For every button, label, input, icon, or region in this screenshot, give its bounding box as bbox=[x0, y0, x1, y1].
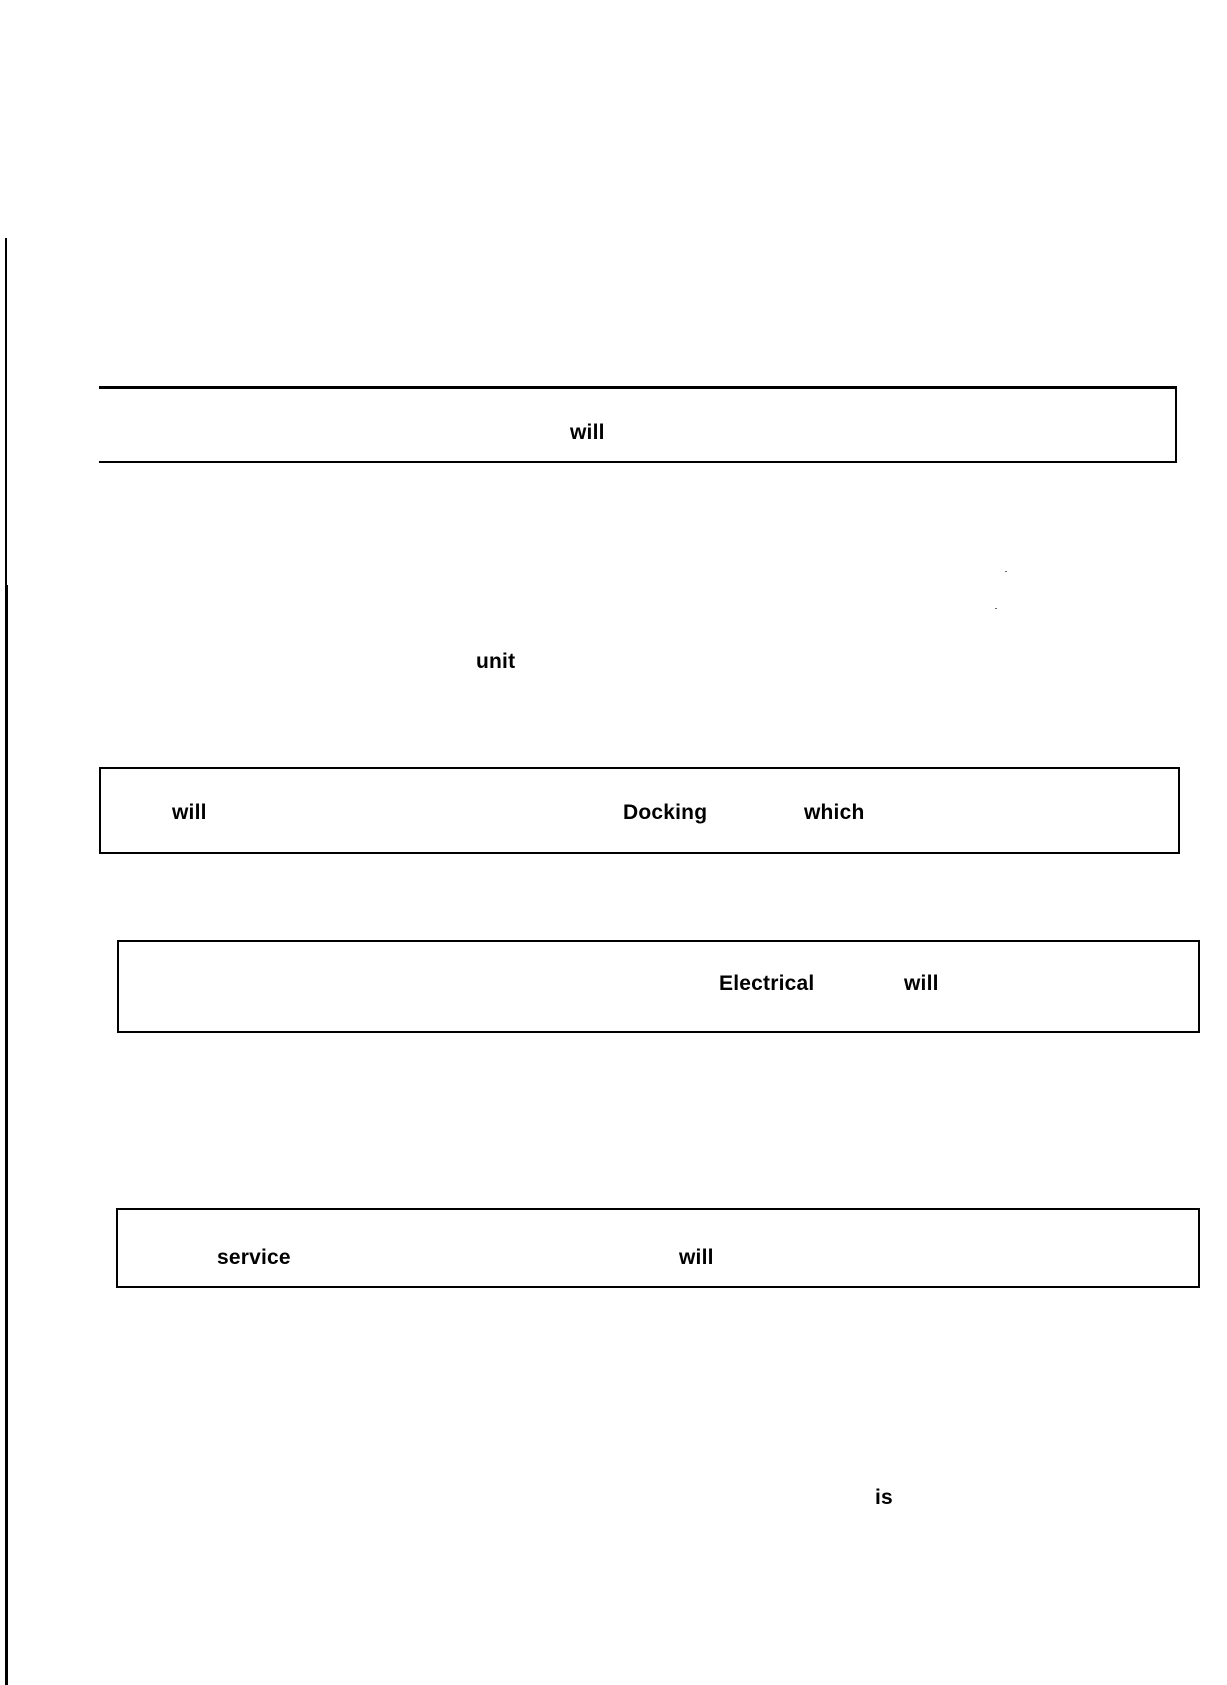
box-2-word-will: will bbox=[172, 801, 207, 824]
box-4-word-service: service bbox=[217, 1246, 291, 1269]
box-4-word-will: will bbox=[679, 1246, 714, 1269]
loose-word-unit: unit bbox=[476, 650, 516, 673]
loose-word-is: is bbox=[875, 1486, 893, 1509]
speck-1 bbox=[1005, 571, 1007, 572]
left-margin-line-thick bbox=[5, 585, 8, 1685]
box-3-word-electrical: Electrical bbox=[719, 972, 815, 995]
text-box-1 bbox=[99, 386, 1177, 463]
text-box-3 bbox=[117, 940, 1200, 1033]
box-1-word-will: will bbox=[570, 421, 605, 444]
box-3-word-will: will bbox=[904, 972, 939, 995]
speck-2 bbox=[995, 608, 997, 609]
box-2-word-which: which bbox=[804, 801, 865, 824]
box-2-word-docking: Docking bbox=[623, 801, 708, 824]
